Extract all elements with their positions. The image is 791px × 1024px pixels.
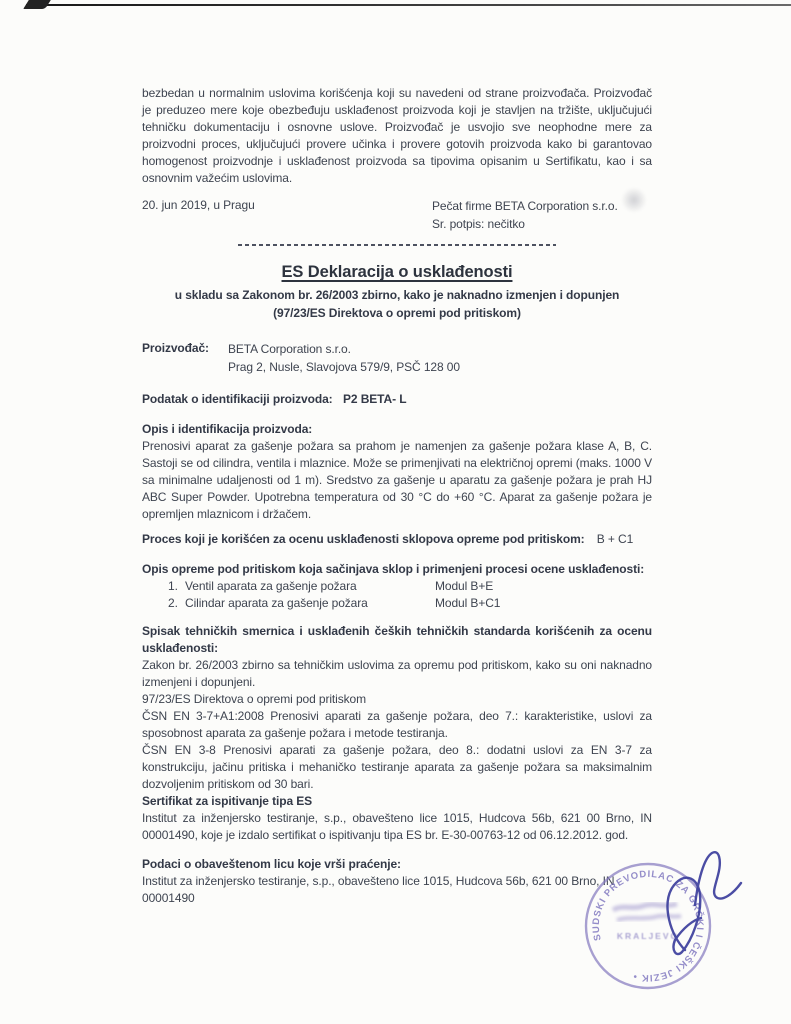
standards-par-csn-en-3-7: ČSN EN 3-7+A1:2008 Prenosivi aparati za gašenje požara, deo 7.: karakteristike, uslovi za sposobnost aparata za gašenje požara i metode testiranja. xyxy=(142,709,652,740)
certificate-body: Institut za inženjersko testiranje, s.p., obavešteno lice 1015, Hudcova 56b, 621 00 Brno, IN 00001490, koje je izdalo sertifikat o ispitivanju tipa ES br. E-30-00763-12 od 06.12.2012. god. xyxy=(142,811,652,842)
scan-corner-notch xyxy=(0,0,26,7)
item-number: 1. xyxy=(168,579,178,593)
process-label: Proces koji je korišćen za ocenu usklađenosti sklopova opreme pod pritiskom: xyxy=(142,532,585,546)
manufacturer-block xyxy=(142,340,652,376)
translator-stamp-and-signature xyxy=(555,840,765,1020)
notified-body-text: Institut za inženjersko testiranje, s.p., obavešteno lice 1015, Hudcova 56b, 621 00 Brno, IN 00001490 xyxy=(142,874,615,905)
stamp-center-illegible-name xyxy=(613,904,681,920)
item-name: Cilindar aparata za gašenje požara xyxy=(185,596,368,610)
standards-par-law: Zakon br. 26/2003 zbirno sa tehničkim uslovima za opremu pod pritiskom, kako su oni naknadno izmenjeni i dopunjeni. xyxy=(142,658,652,689)
standards-par-directive: 97/23/ES Direktova o opremi pod pritiskom xyxy=(142,692,367,706)
certificate-heading: Sertifikat za ispitivanje tipa ES xyxy=(142,794,313,808)
subtitle-line-1: u skladu sa Zakonom br. 26/2003 zbirno, kako je naknadno izmenjen i dopunjen xyxy=(174,288,620,302)
product-id-value: P2 BETA- L xyxy=(343,392,407,406)
process-row xyxy=(142,531,652,548)
date-place: 20. jun 2019, u Pragu xyxy=(142,198,255,212)
item-name: Ventil aparata za gašenje požara xyxy=(185,579,357,593)
signature-note: Sr. potpis: nečitko xyxy=(432,217,525,231)
product-id-row xyxy=(142,391,652,408)
notified-body-heading: Podaci o obaveštenom licu koje vrši praćenje: xyxy=(142,857,401,871)
scan-edge-artifact xyxy=(0,4,791,6)
intro-paragraph: bezbedan u normalnim uslovima korišćenja koji su navedeni od strane proizvođača. Proizvođač je preduzeo mere koje obezbeđuju usklađenost proizvoda koji je stavljen na tržište, uključujući tehničku dokumentaciju i osnovne uslove. Proizvođač je usvojio sve neophodne mere za proizvodni proces, uključujući provere učinka i provere gotovih proizvoda kako bi garantovao homogenost proizvodnje i usklađenost proizvoda sa tipovima opisanim u Sertifikatu, kao i sa osnovnim važećim uslovima. xyxy=(142,86,652,185)
assembly-item xyxy=(142,595,652,612)
date-and-seal-row xyxy=(142,197,652,231)
document-body xyxy=(142,85,652,907)
subtitle-line-2: (97/23/ES Direktova o opremi pod pritiskom) xyxy=(273,305,521,320)
product-id-label: Podatak o identifikaciji proizvoda: xyxy=(142,392,333,406)
assembly-items xyxy=(142,578,652,612)
assembly-item xyxy=(142,578,652,595)
standards-par-csn-en-3-8: ČSN EN 3-8 Prenosivi aparati za gašenje požara, deo 8.: dodatni uslovi za EN 3-7 za konstrukciju, jačinu pritiska i mehaničko testiranje aparata za gašenje požara sa maksimalnim dozvoljenim pritiskom od 30 bari. xyxy=(142,743,652,791)
seal-signature-block xyxy=(432,197,618,233)
seal-note: Pečat firme BETA Corporation s.r.o. xyxy=(432,199,618,213)
process-value: B + C1 xyxy=(596,532,634,546)
item-module: Modul B+C1 xyxy=(435,596,501,610)
assembly-heading: Opis opreme pod pritiskom koja sačinjava sklop i primenjeni procesi ocene usklađenosti: xyxy=(142,562,645,576)
manufacturer-value xyxy=(228,340,460,376)
description-heading: Opis i identifikacija proizvoda: xyxy=(142,422,313,436)
manufacturer-label: Proizvođač: xyxy=(142,341,209,355)
dashed-separator xyxy=(238,244,556,246)
stamp-ring-icon xyxy=(586,864,710,988)
stamp-ring-text: SUDSKI PREVODILAC ZA GRČKI I ČEŠKI JEZIK • xyxy=(590,868,706,984)
document-title: ES Deklaracija o usklađenosti xyxy=(281,263,513,281)
standards-heading: Spisak tehničkih smernica i usklađenih čeških tehničkih standarda korišćenih za ocenu usklađenosti: xyxy=(142,624,652,655)
item-number: 2. xyxy=(168,596,178,610)
description-body: Prenosivi aparat za gašenje požara sa prahom je namenjen za gašenje požara klase A, B, C. Sastoji se od cilindra, ventila i mlaznice. Može se primenjivati na električnoj opremi (maks. 1000 V sa minimalne udaljenosti od 1 m). Sredstvo za gašenje u aparatu za gašenje požara je prah HJ ABC Super Powder. Upotrebna temperatura od 30 °C do +60 °C. Aparat za gašenje požara je opremljen mlaznicom i držačem. xyxy=(142,439,652,521)
scan-corner-artifact xyxy=(23,0,51,9)
item-module: Modul B+E xyxy=(435,579,494,593)
manufacturer-address: Prag 2, Nusle, Slavojova 579/9, PSČ 128 00 xyxy=(228,360,460,374)
manufacturer-name: BETA Corporation s.r.o. xyxy=(228,342,351,356)
stamp-center-city: KRALJEVO xyxy=(616,931,680,941)
stamp-signature-svg xyxy=(555,840,765,1020)
